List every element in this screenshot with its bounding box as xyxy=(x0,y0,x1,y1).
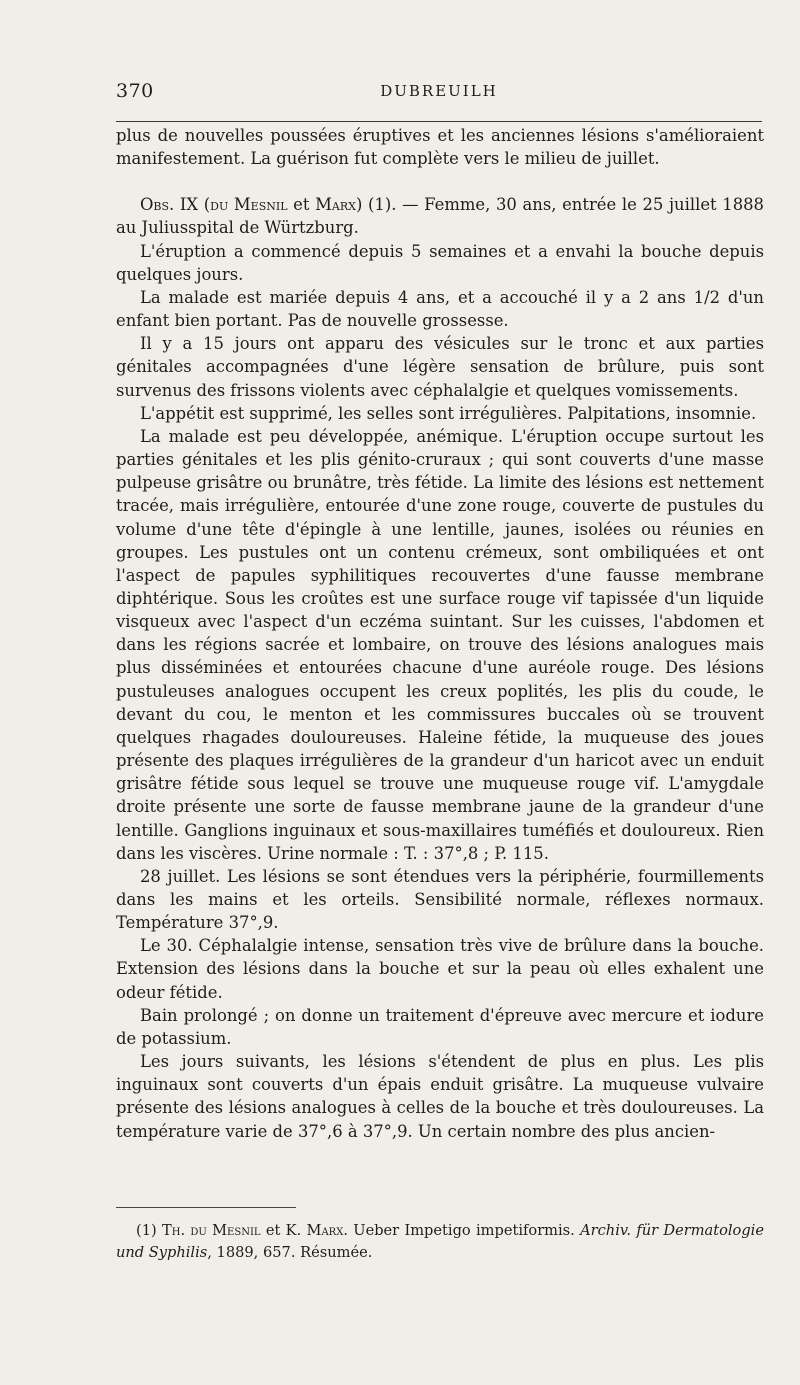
observation-open-paren: ( xyxy=(198,195,211,215)
observation-et: et xyxy=(287,195,316,215)
page-header xyxy=(116,80,762,104)
paragraph: L'éruption a commencé depuis 5 semaines et a envahi la bouche depuis quelques jours. xyxy=(116,241,764,284)
paragraph: Bain prolongé ; on donne un traitement d'épreuve avec mercure et iodure de potassium. xyxy=(116,1005,764,1048)
footnote-author-1: Th. du Mesnil xyxy=(161,1222,261,1239)
footnote-et: et xyxy=(260,1222,286,1239)
footnote-end: , 1889, 657. Résumée. xyxy=(207,1244,373,1261)
paragraph: 28 juillet. Les lésions se sont étendues vers la périphérie, fourmillements dans les mains et les orteils. Sensibilité normale, réflexes normaux. Température 37°,9. xyxy=(116,866,764,933)
paragraph: Les jours suivants, les lésions s'étendent de plus en plus. Les plis inguinaux sont couverts d'un épais enduit grisâtre. La muqueuse vulvaire présente des lésions analogues à celles de la bouche et très douloureuses. La température varie de 37°,6 à 37°,9. Un certain nombre des plus ancien- xyxy=(116,1052,764,1141)
footnote-rule xyxy=(116,1207,296,1208)
footnote-author-2: K. Marx xyxy=(285,1222,344,1239)
observation-author-1: du Mesnil xyxy=(210,195,288,215)
header-rule xyxy=(116,121,762,122)
observation-heading-paragraph xyxy=(116,193,764,239)
paragraph: La malade est peu développée, anémique. L'éruption occupe surtout les parties génitales et les plis génito-cruraux ; qui sont couverts d'une masse pulpeuse grisâtre ou brunâtre, très fétide. La limite des lésions est nettement tracée, mais irrégulière, entourée d'une zone rouge, couverte de pustules du volume d'une tête d'épingle à une lentille, jaunes, isolées ou réunies en groupes. Les pustules ont un contenu crémeux, sont ombiliquées et ont l'aspect de papules syphilitiques recouvertes d'une fausse membrane diphtérique. Sous les croûtes est une surface rouge vif tapissée d'un liquide visqueux avec l'aspect d'un eczéma suintant. Sur les cuisses, l'abdomen et dans les régions sacrée et lombaire, on trouve des lésions analogues mais plus disséminées et entourées chacune d'une auréole rouge. Des lésions pustuleuses analogues occupent les creux poplités, les plis du coude, le devant du cou, le menton et les commissures buccales où se trouvent quelques rhagades douloureuses. Haleine fétide, la muqueuse des joues présente des plaques irrégulières de la grandeur d'un haricot avec un enduit grisâtre fétide sous lequel se trouve une muqueuse rouge vif. L'amygdale droite présente une sorte de fausse membrane jaune de la grandeur d'une lentille. Ganglions inguinaux et sous-maxillaires tuméfiés et douloureux. Rien dans les viscères. Urine normale : T. : 37°,8 ; P. 115. xyxy=(116,426,764,863)
observation-author-2: Marx xyxy=(315,195,356,215)
paragraph: L'appétit est supprimé, les selles sont irrégulières. Palpitations, insomnie. xyxy=(140,403,757,423)
body-text xyxy=(116,124,764,1143)
footnote-marker: (1) xyxy=(136,1222,162,1239)
footnote-text xyxy=(116,1220,764,1264)
paragraph: Il y a 15 jours ont apparu des vésicules sur le tronc et aux parties génitales accompagnées d'une légère sensation de brûlure, puis sont survenus des frissons violents avec céphalalgie et quelques vomissements. xyxy=(116,334,764,400)
observation-label: Obs. IX xyxy=(140,195,199,215)
paragraph-continuation: plus de nouvelles poussées éruptives et les anciennes lésions s'amélioraient manifestement. La guérison fut complète vers le milieu de juillet. xyxy=(116,126,764,169)
page-number: 370 xyxy=(116,80,154,102)
footnote xyxy=(116,1220,764,1264)
footnote-journal: Archiv. für Dermatologie und Syphilis xyxy=(116,1222,764,1261)
running-head: DUBREUILH xyxy=(380,82,498,100)
paragraph: Le 30. Céphalalgie intense, sensation très vive de brûlure dans la bouche. Extension des lésions dans la bouche et sur la peau où elles exhalent une odeur fétide. xyxy=(116,936,764,1002)
observation-intro: ) (1). — Femme, 30 ans, entrée le 25 juillet 1888 au Juliusspital de Würtzburg. xyxy=(116,195,764,238)
paragraph: La malade est mariée depuis 4 ans, et a accouché il y a 2 ans 1/2 d'un enfant bien portant. Pas de nouvelle grossesse. xyxy=(116,287,764,331)
footnote-title: . Ueber Impetigo impetiformis. xyxy=(343,1222,581,1239)
